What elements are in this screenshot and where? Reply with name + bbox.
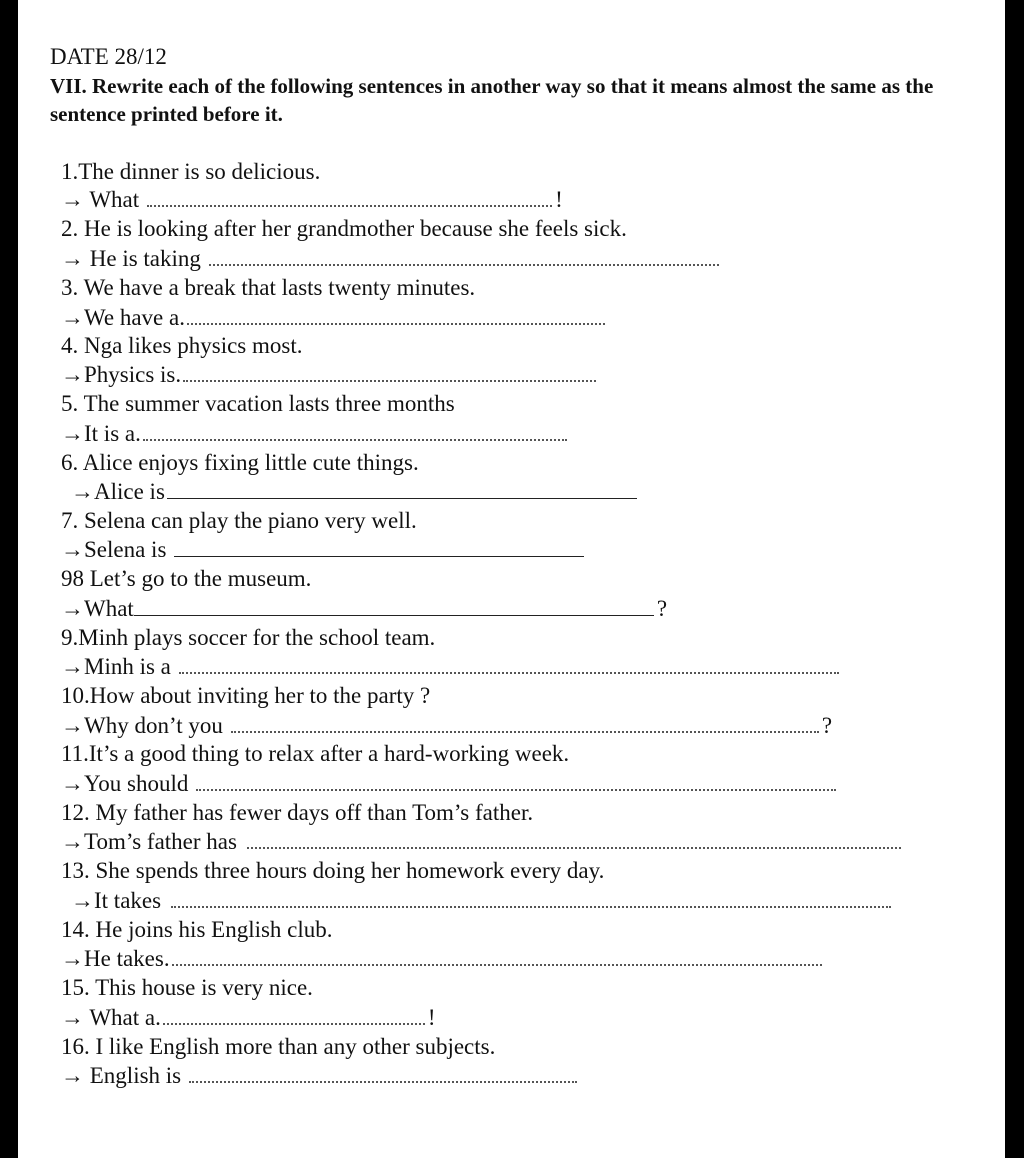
answer-blank <box>209 263 719 266</box>
exercise-prompt: 4. Nga likes physics most. <box>61 333 303 358</box>
answer-line <box>61 713 832 739</box>
exercise-prompt: 7. Selena can play the piano very well. <box>61 508 417 533</box>
exercise-prompt: 12. My father has fewer days off than Tom’s father. <box>61 800 534 825</box>
answer-end: ! <box>555 187 563 212</box>
answer-start: →Alice is <box>71 479 165 504</box>
answer-line <box>71 888 894 914</box>
answer-start: → He is taking <box>61 246 201 271</box>
answer-end: ? <box>656 596 668 621</box>
exercise-prompt: 11.It’s a good thing to relax after a hard-working week. <box>61 741 570 766</box>
answer-start: → What a. <box>61 1005 161 1030</box>
answer-start: →Minh is a <box>61 654 171 679</box>
exercise-prompt: 13. She spends three hours doing her homework every day. <box>61 858 605 883</box>
answer-blank <box>172 963 822 966</box>
answer-start: →Tom’s father has <box>61 829 237 854</box>
answer-blank <box>179 671 839 674</box>
answer-line <box>61 771 839 797</box>
exercise-prompt: 98 Let’s go to the museum. <box>61 566 312 591</box>
answer-line <box>61 1063 580 1089</box>
answer-end: ! <box>427 1005 436 1030</box>
answer-end: ? <box>821 713 833 738</box>
answer-blank <box>134 614 654 616</box>
answer-blank <box>247 846 901 849</box>
worksheet-page <box>18 0 1005 1158</box>
exercise-prompt: 3. We have a break that lasts twenty minutes. <box>61 275 476 300</box>
exercise-instruction: VII. Rewrite each of the following sentences in another way so that it means almost the same as the sentence printed before it. <box>50 74 934 126</box>
answer-blank <box>196 788 836 791</box>
answer-blank <box>171 905 891 908</box>
answer-blank <box>174 555 584 557</box>
answer-blank <box>163 1022 425 1025</box>
answer-blank <box>167 497 637 499</box>
answer-line <box>61 305 608 331</box>
answer-start: →He takes. <box>61 946 170 971</box>
answer-start: →We have a. <box>61 305 185 330</box>
answer-line <box>61 187 563 213</box>
answer-line <box>61 421 570 447</box>
exercise-prompt: 10.How about inviting her to the party ? <box>61 683 431 708</box>
answer-line <box>61 829 904 855</box>
answer-blank <box>189 1080 577 1083</box>
answer-start: →What <box>61 596 134 621</box>
exercise-prompt: 15. This house is very nice. <box>61 975 313 1000</box>
exercise-prompt: 16. I like English more than any other subjects. <box>61 1034 496 1059</box>
answer-line <box>61 946 825 972</box>
answer-line <box>61 246 722 272</box>
answer-start: →You should <box>61 771 189 796</box>
exercise-prompt: 6. Alice enjoys fixing little cute things. <box>61 450 419 475</box>
exercise-prompt: 9.Minh plays soccer for the school team. <box>61 625 436 650</box>
answer-line <box>61 596 667 622</box>
answer-start: → What <box>61 187 140 212</box>
answer-blank <box>183 379 596 382</box>
answer-line <box>61 362 599 388</box>
answer-blank <box>187 322 605 325</box>
exercise-prompt: 14. He joins his English club. <box>61 917 333 942</box>
answer-line <box>61 537 587 563</box>
exercise-prompt: 5. The summer vacation lasts three months <box>61 391 455 416</box>
answer-line <box>61 654 842 680</box>
answer-blank <box>231 730 819 733</box>
worksheet-date: DATE 28/12 <box>50 44 167 69</box>
answer-start: → English is <box>61 1063 182 1088</box>
answer-blank <box>143 438 567 441</box>
answer-blank <box>147 204 552 207</box>
answer-start: →Selena is <box>61 537 167 562</box>
answer-line <box>61 1005 436 1031</box>
answer-start: →Physics is. <box>61 362 182 387</box>
answer-line <box>71 479 640 505</box>
answer-start: →Why don’t you <box>61 713 223 738</box>
answer-start: →It is a. <box>61 421 141 446</box>
exercise-prompt: 2. He is looking after her grandmother because she feels sick. <box>61 216 627 241</box>
exercise-prompt: 1.The dinner is so delicious. <box>61 159 321 184</box>
answer-start: →It takes <box>71 888 162 913</box>
